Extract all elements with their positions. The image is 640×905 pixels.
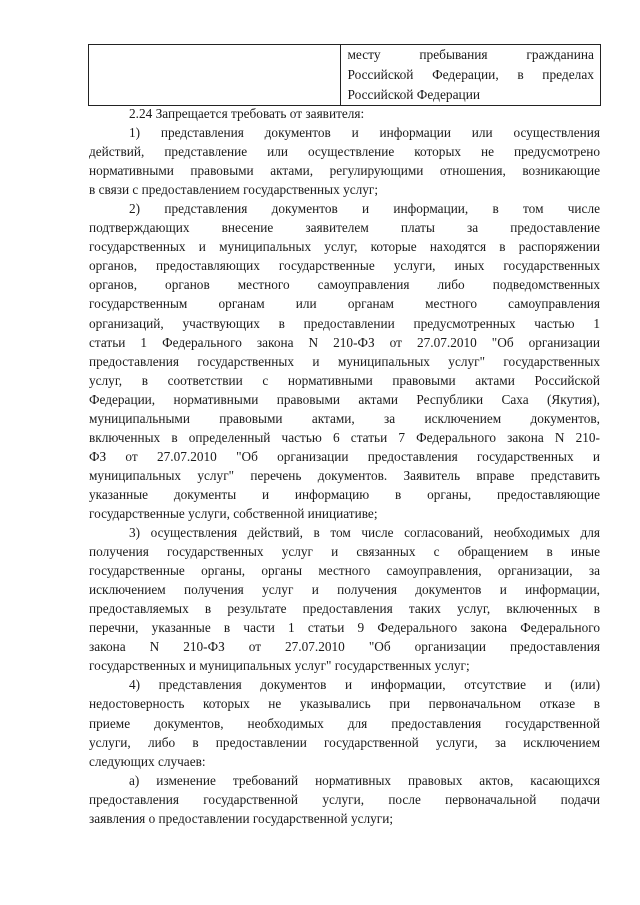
text-line: государственных и муниципальных услуг, которые находятся в распоряжении: [89, 239, 600, 255]
table-cell-empty: [89, 45, 341, 106]
text-line: получения государственных услуг и связанных с обращением в иные: [89, 544, 600, 560]
text-line: приеме документов, необходимых для предоставления государственной: [89, 715, 600, 731]
continuation-table: [88, 44, 601, 106]
text-line: исключением получения услуг и получения документов и информации,: [89, 582, 600, 598]
table-cell-line: Российской Федерации, в пределах: [347, 67, 594, 82]
text-line: государственных и муниципальных услуг" государственных услуг;: [89, 658, 470, 674]
text-line: указанные документы и информацию в органы, предоставляющие: [89, 486, 600, 502]
text-line: закона N 210-ФЗ от 27.07.2010 "Об организации предоставления: [89, 639, 600, 655]
text-line: предоставления государственных и муниципальных услуг" государственных: [89, 353, 600, 369]
table-row: [89, 45, 601, 106]
text-line: подтверждающих внесение заявителем платы за предоставление: [89, 220, 600, 236]
table-cell-line: месту пребывания гражданина: [347, 47, 594, 62]
text-line: муниципальных услуг" перечень документов. Заявитель вправе представить: [89, 467, 600, 483]
text-line: государственные органы, органы местного самоуправления, организации, за: [89, 563, 600, 579]
text-line: услуги, либо в предоставлении государственной услуги, за исключением: [89, 734, 600, 750]
text-line: Федерации, нормативными правовыми актами Республики Саха (Якутия),: [89, 391, 600, 407]
text-line: государственным органам или органам местного самоуправления: [89, 296, 600, 312]
text-line: предоставления государственной услуги, после первоначальной подачи: [89, 791, 600, 807]
text-line: предоставляемых в результате предоставления таких услуг, включенных в: [89, 601, 600, 617]
section-heading: 2.24 Запрещается требовать от заявителя:: [129, 106, 365, 121]
text-line: 4) представления документов и информации, отсутствие и (или): [129, 677, 600, 693]
text-line: муниципальными правовыми актами, за исключением документов,: [89, 410, 600, 426]
text-line: органов, органов местного самоуправления либо подведомственных: [89, 277, 600, 293]
text-line: нормативными правовыми актами, регулирующими отношения, возникающие: [89, 163, 600, 179]
text-line: недостоверность которых не указывались при первоначальном отказе в: [89, 696, 600, 712]
text-line: следующих случаев:: [89, 753, 206, 769]
text-line: а) изменение требований нормативных правовых актов, касающихся: [129, 772, 600, 788]
text-line: статьи 1 Федерального закона N 210-ФЗ от 27.07.2010 "Об организации: [89, 334, 600, 350]
text-line: действий, представление или осуществление которых не предусмотрено: [89, 144, 600, 160]
table-cell-text: [341, 45, 601, 106]
text-line: включенных в определенный частью 6 статьи 7 Федерального закона N 210-: [89, 429, 600, 445]
text-line: 3) осуществления действий, в том числе согласований, необходимых для: [129, 525, 600, 541]
document-body: [89, 104, 600, 828]
text-line: органов, предоставляющих государственные услуги, иных государственных: [89, 258, 600, 274]
table-cell-line: Российской Федерации: [347, 87, 481, 102]
text-line: ФЗ от 27.07.2010 "Об организации предоставления государственных и: [89, 448, 600, 464]
text-line: организаций, участвующих в предоставлении предусмотренных частью 1: [89, 315, 600, 331]
text-line: услуг, в соответствии с нормативными правовыми актами Российской: [89, 372, 600, 388]
text-line: 2) представления документов и информации, в том числе: [129, 201, 600, 217]
text-line: государственные услуги, собственной инициативе;: [89, 505, 378, 521]
text-line: 1) представления документов и информации или осуществления: [129, 125, 600, 141]
text-line: заявления о предоставлении государственной услуги;: [89, 810, 394, 826]
text-line: в связи с предоставлением государственных услуг;: [89, 182, 379, 198]
text-line: перечни, указанные в части 1 статьи 9 Федерального закона Федерального: [89, 620, 600, 636]
